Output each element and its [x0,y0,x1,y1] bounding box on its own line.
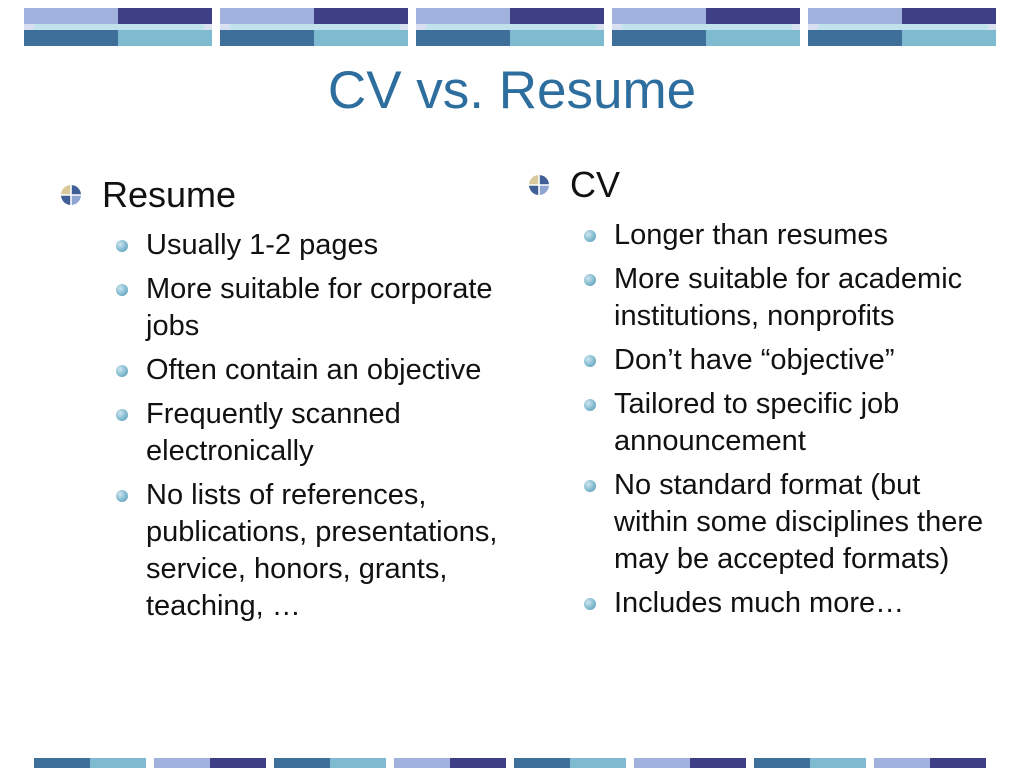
band-segment [450,758,506,768]
list-item-text: Usually 1-2 pages [146,229,379,261]
list-item-text: Longer than resumes [614,219,889,251]
cv-heading: CV [570,164,621,205]
slide-title: CV vs. Resume [327,61,697,120]
band-segment [810,758,866,768]
list-item-text: Often contain an objective [146,354,482,386]
list-item-text: Frequently scanned electronically [146,398,401,467]
list-item [116,477,500,625]
resume-heading-row [60,175,500,215]
round-dot-icon [116,240,128,252]
resume-column [60,175,500,632]
band-segment [514,758,570,768]
round-dot-icon [116,409,128,421]
top-decorative-band [0,0,1024,50]
round-dot-icon [116,284,128,296]
list-item-text: More suitable for academic institutions, nonprofits [614,263,963,332]
band-tile [612,8,800,46]
band-segment [210,758,266,768]
round-dot-icon [584,274,596,286]
band-segment [394,758,450,768]
list-item-text: No standard format (but within some disciplines there may be accepted formats) [614,469,984,575]
cv-list [528,217,998,622]
list-item [584,261,998,335]
round-dot-icon [584,399,596,411]
round-dot-icon [116,490,128,502]
list-item [584,386,998,460]
list-item [116,352,500,389]
round-dot-icon [584,480,596,492]
band-segment [690,758,746,768]
band-segment [930,758,986,768]
band-tile [24,8,212,46]
band-segment [570,758,626,768]
list-item-text: More suitable for corporate jobs [146,273,493,342]
band-segment [330,758,386,768]
round-dot-icon [584,230,596,242]
resume-heading: Resume [102,174,237,215]
list-item [584,342,998,379]
list-item-text: Includes much more… [614,587,905,619]
list-item-text: Tailored to specific job announcement [614,388,900,457]
band-segment [90,758,146,768]
band-tile [416,8,604,46]
list-item [584,467,998,578]
list-item [584,585,998,622]
band-segment [154,758,210,768]
list-item-text: No lists of references, publications, presentations, service, honors, grants, teaching, … [146,479,498,622]
quadrant-diamond-icon [528,174,550,196]
list-item [116,396,500,470]
band-segment [754,758,810,768]
bottom-decorative-band [0,758,1024,768]
band-segment [34,758,90,768]
round-dot-icon [116,365,128,377]
resume-list [60,227,500,625]
list-item [116,271,500,345]
band-segment [634,758,690,768]
round-dot-icon [584,355,596,367]
round-dot-icon [584,598,596,610]
band-segment [274,758,330,768]
cv-column [528,165,998,629]
cv-heading-row [528,165,998,205]
list-item-text: Don’t have “objective” [614,344,895,376]
band-tile [220,8,408,46]
quadrant-diamond-icon [60,184,82,206]
band-segment [874,758,930,768]
list-item [116,227,500,264]
band-tile [808,8,996,46]
list-item [584,217,998,254]
